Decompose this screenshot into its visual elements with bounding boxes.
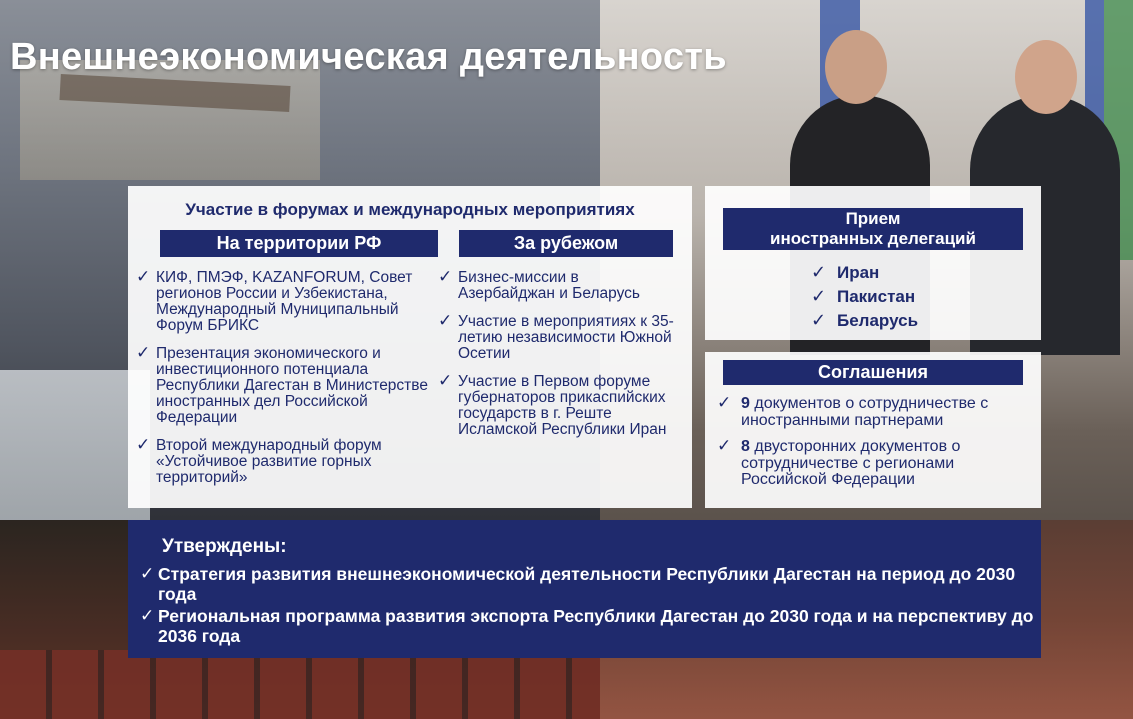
list-item: ✓ Участие в Первом форуме губернаторов прикаспийских государств в г. Реште Исламской Республики Иран bbox=[438, 371, 667, 438]
list-item: ✓ КИФ, ПМЭФ, KAZANFORUM, Совет регионов России и Узбекистана, Международный Муниципальный Форум БРИКС bbox=[136, 267, 413, 334]
agreements-list bbox=[717, 393, 1035, 499]
person-head bbox=[1015, 40, 1077, 114]
list-item: ✓ Пакистан bbox=[811, 286, 916, 307]
russia-list bbox=[136, 267, 436, 498]
abroad-list bbox=[438, 267, 678, 450]
check-icon: ✓ bbox=[811, 262, 827, 283]
page-title: Внешнеэкономическая деятельность bbox=[10, 36, 727, 78]
delegations-label-line1: Прием bbox=[845, 209, 901, 228]
agreement-count: 9 bbox=[741, 395, 750, 412]
delegations-label-bar bbox=[723, 208, 1023, 250]
russia-label: На территории РФ bbox=[216, 233, 382, 253]
approved-list bbox=[140, 564, 1040, 648]
abroad-label-bar bbox=[459, 230, 673, 257]
approved-panel bbox=[128, 520, 1041, 658]
check-icon: ✓ bbox=[717, 436, 732, 456]
abroad-label: За рубежом bbox=[513, 233, 619, 253]
list-item: ✓ 9 документов о сотрудничестве с иностранными партнерами bbox=[717, 393, 989, 429]
agreement-count: 8 bbox=[741, 438, 750, 455]
list-item: ✓ Беларусь bbox=[811, 310, 919, 331]
list-item: ✓ Второй международный форум «Устойчивое развитие горных территорий» bbox=[136, 435, 382, 486]
check-icon: ✓ bbox=[811, 286, 827, 307]
list-item: ✓ Бизнес-миссии в Азербайджан и Беларусь bbox=[438, 267, 640, 302]
check-icon: ✓ bbox=[136, 435, 151, 455]
check-icon: ✓ bbox=[811, 310, 827, 331]
check-icon: ✓ bbox=[140, 564, 155, 584]
list-item: ✓ Стратегия развития внешнеэкономической деятельности Республики Дагестан на период до 2030 года bbox=[140, 564, 1016, 604]
check-icon: ✓ bbox=[438, 267, 453, 287]
list-item: ✓ Иран bbox=[811, 262, 880, 283]
agreements-panel bbox=[705, 352, 1041, 508]
agreements-label: Соглашения bbox=[818, 362, 928, 382]
person-head bbox=[825, 30, 887, 104]
forums-panel bbox=[128, 186, 692, 508]
check-icon: ✓ bbox=[438, 371, 453, 391]
delegations-label-line2: иностранных делегаций bbox=[770, 229, 976, 248]
check-icon: ✓ bbox=[717, 393, 732, 413]
delegations-list bbox=[811, 261, 1011, 333]
check-icon: ✓ bbox=[136, 343, 151, 363]
forums-heading: Участие в форумах и международных мероприятиях bbox=[185, 200, 635, 219]
hall-seats bbox=[0, 650, 600, 719]
list-item: ✓ 8 двусторонних документов о сотрудничестве с регионами Российской Федерации bbox=[717, 436, 961, 488]
list-item: ✓ Презентация экономического и инвестиционного потенциала Республики Дагестан в Министерстве иностранных дел Российской Федерации bbox=[136, 343, 428, 426]
list-item: ✓ Участие в мероприятиях к 35-летию независимости Южной Осетии bbox=[438, 311, 674, 362]
check-icon: ✓ bbox=[136, 267, 151, 287]
list-item: ✓ Региональная программа развития экспорта Республики Дагестан до 2030 года и на перспективу до 2036 года bbox=[140, 606, 1034, 646]
russia-label-bar bbox=[160, 230, 438, 257]
delegations-panel bbox=[705, 186, 1041, 340]
approved-title: Утверждены: bbox=[162, 536, 287, 557]
check-icon: ✓ bbox=[438, 311, 453, 331]
agreements-label-bar bbox=[723, 360, 1023, 385]
check-icon: ✓ bbox=[140, 606, 155, 626]
